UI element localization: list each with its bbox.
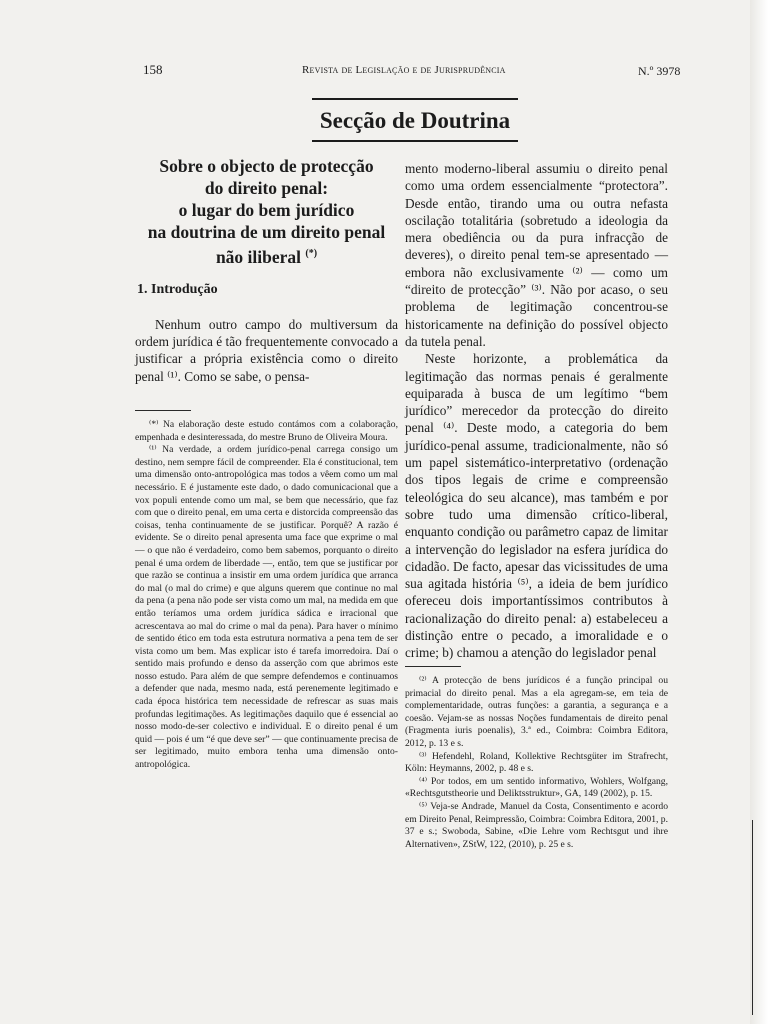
section-title: Secção de Doutrina [319,108,511,133]
article-title [135,155,398,268]
footnote: ⁽²⁾ A protecção de bens jurídicos é a função principal ou primacial do direito penal. Mas a ela agregam-se, em teia de complementaridade, outras funções: a garantia, a segurança e a coesão. Vejam-se as nossas Noções fundamentais de direito penal (Fragmenta iuris poenalis), 3.ª ed., Coimbra: Coimbra Editora, 2012, p. 13 e s. [405,675,668,749]
right-footnotes [405,666,668,851]
footnote: ⁽³⁾ Hefendehl, Roland, Kollektive Rechtsgüter im Strafrecht, Köln: Heymanns, 2002, p. 48 e s. [405,750,668,775]
footnote: ⁽⁴⁾ Por todos, em um sentido informativo, Wohlers, Wolfgang, «Rechtsgutstheorie und Deliktsstruktur», GA, 149 (2002), p. 15. [405,775,668,800]
footnote: ⁽⁵⁾ Veja-se Andrade, Manuel da Costa, Consentimento e acordo em Direito Penal, Reimpressão, Coimbra: Coimbra Editora, 2001, p. 37 e s.; Swoboda, Sabine, «Die Lehre vom Rechtsgut und ihre Alternativen», ZStW, 122, (2010), p. 25 e s. [405,800,668,850]
journal-title: Revista de Legislação e de Jurisprudência [302,64,506,76]
body-paragraph: Neste horizonte, a problemática da legitimação das normas penais é geralmente equiparada à busca de um legítimo “bem jurídico” merecedor da protecção do direito penal ⁽⁴⁾. Deste modo, a categoria do bem jurídico-penal assume, tradicionalmente, não só um papel sistemático-interpretativo (ordenação dos tipos legais de crime e compreensão teleológica do seu alcance), mas também e por sobre tudo uma dimensão crítico-liberal, enquanto condição ou parâmetro capaz de limitar a intervenção do legislador na esfera jurídica do cidadão. De facto, apesar das vicissitudes de uma sua agitada história ⁽⁵⁾, a ideia de bem jurídico ofereceu dois importantíssimos contributos à racionalização do direito penal: a) estabeleceu a distinção entre o pecado, a imoralidade e o crime; b) chamou a atenção do legislador penal [405,351,668,661]
running-header [0,62,768,86]
article-title-line: do direito penal: [204,178,329,198]
footnote: ⁽*⁾ Na elaboração deste estudo contámos com a colaboração, empenhada e desinteressada, do mestre Bruno de Oliveira Moura. [135,419,398,443]
section-rule-top [312,98,518,100]
issue-number: N.º 3978 [638,64,681,78]
section-rule-bottom [312,140,518,142]
right-column [405,160,668,662]
footnote-rule [135,410,191,411]
body-paragraph: Nenhum outro campo do multiversum da ordem jurídica é tão frequentemente convocado a justificar a própria existência como o direito penal ⁽¹⁾. Como se sabe, o pensa- [135,316,398,384]
article-title-line: não iliberal (*) [215,246,318,267]
footnote: ⁽¹⁾ Na verdade, a ordem jurídico-penal carrega consigo um destino, nem sempre fácil de compreender. Ela é constitucional, tem uma dimensão onto-antropológica mas todos a vêem como um mal necessário. E é justamente este dado, o dado comunicacional que a vox populi entende como um mal, se bem que necessário, que faz com que o direito penal, em uma certa e distorcida compreensão das coisas, tenha continuamente de se justificar. Porquê? A razão é evidente. Se o direito penal apresenta uma face que exprime o mal — o que não é verdadeiro, como bem sabemos, porquanto o direito penal é uma ordem de liberdade —, então, tem que se justificar por que razão se continua a insistir em uma ordem jurídica que arranca do mal (o mal do crime) e que alguns querem que continue no mal da pena (a pena não pode ser vista como um mal, na medida em que então teríamos uma ordem jurídica sádica e irracional que acrescentava ao mal do crime o mal da pena). Para haver o mínimo de sentido ético em toda esta estrutura normativa a pena tem de ser vista como um bem. Mas explicar isto é tarefa imorredoira. Daí o sentido mais profundo e denso da asserção com que abrimos este nosso estudo. Para além de que sempre defendemos e continuamos a defender que nada, mesmo nada, está perenemente legitimado e cada época histórica tem necessidade de refrescar as suas mais profundas legitimações. As legitimações daquilo que é essencial ao nosso modo-de-ser colectivo e individual. E o direito penal é um quid — pois é um “é que deve ser” — que continuamente precisa de ser legitimado, muito embora tenha uma dimensão onto-antropológica. [135,444,398,771]
left-column [135,155,398,385]
title-footnote-mark: (*) [305,248,318,259]
page-edge-line [752,820,753,1015]
left-footnotes [135,410,398,772]
section-heading: 1. Introdução [137,281,218,297]
body-paragraph: mento moderno-liberal assumiu o direito penal como uma ordem essencialmente “protectora”. Desde então, tirando uma ou outra nefasta oscilação totalitária (sobretudo a ideologia da mera obediência ou da pura infracção de deveres), o direito penal tem-se apresentado — embora não exclusivamente ⁽²⁾ — como um “direito de protecção” ⁽³⁾. Não por acaso, o seu problema de legitimação concentrou-se historicamente na definição do possível objecto da tutela penal. [405,161,668,349]
footnote-rule [405,666,461,667]
article-title-line: na doutrina de um direito penal [147,222,386,242]
article-title-line: Sobre o objecto de protecção [159,156,374,176]
article-title-line: o lugar do bem jurídico [178,200,355,220]
page-number: 158 [143,62,163,77]
